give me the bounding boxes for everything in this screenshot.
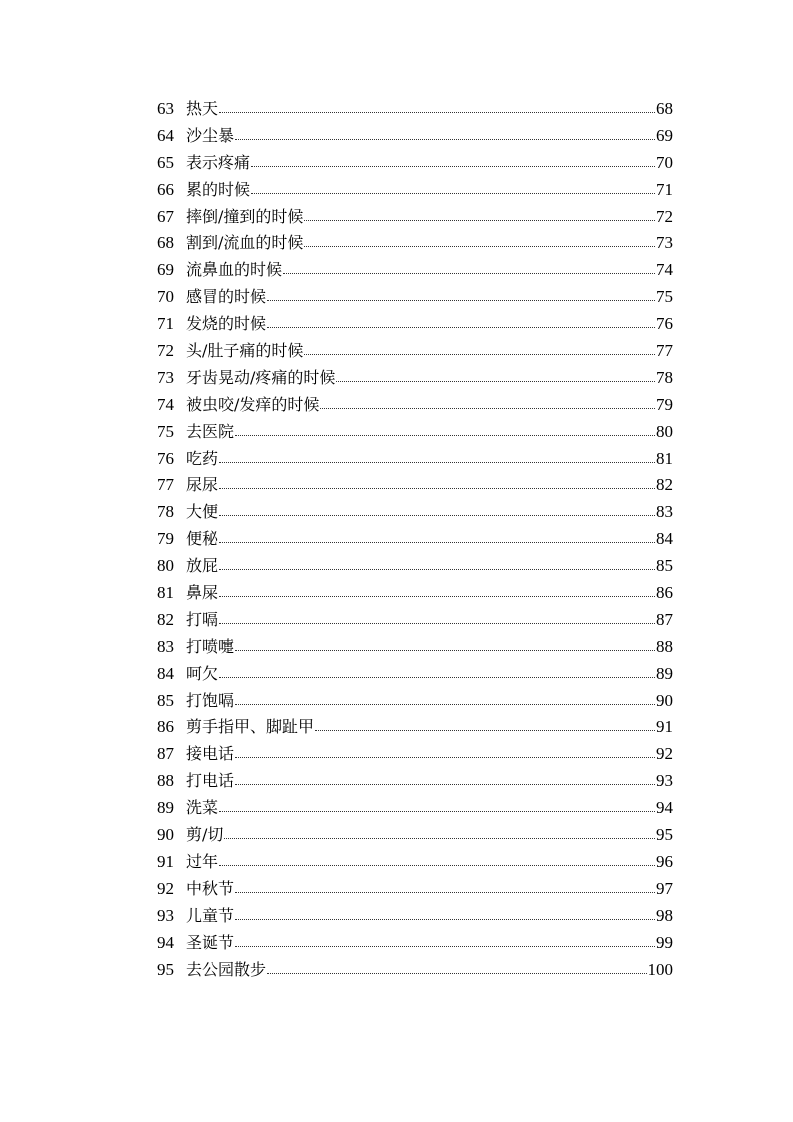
toc-entry-title: 圣诞节 (186, 932, 235, 952)
dot-leader (251, 181, 655, 195)
dot-leader (219, 611, 655, 625)
toc-entry-page-number: 72 (656, 206, 673, 226)
toc-entry-page-number: 93 (656, 771, 673, 791)
toc-entry-page-number: 87 (656, 609, 673, 629)
toc-entry[interactable] (157, 446, 673, 473)
dot-leader (283, 261, 655, 275)
toc-entry[interactable] (157, 607, 673, 634)
toc-entry-title: 感冒的时候 (186, 287, 267, 307)
toc-entry[interactable] (157, 849, 673, 876)
toc-entry-number: 87 (157, 744, 174, 764)
toc-entry-number: 80 (157, 556, 174, 576)
toc-entry-title: 打嗝 (186, 609, 219, 629)
table-of-contents (157, 96, 673, 983)
dot-leader (219, 100, 655, 114)
dot-leader (235, 934, 655, 948)
toc-entry-page-number: 81 (656, 448, 673, 468)
toc-entry-number: 79 (157, 529, 174, 549)
toc-entry-page-number: 95 (656, 825, 673, 845)
toc-entry-page-number: 80 (656, 421, 673, 441)
toc-entry[interactable] (157, 365, 673, 392)
toc-entry[interactable] (157, 661, 673, 688)
dot-leader (219, 503, 655, 517)
toc-entry-page-number: 97 (656, 878, 673, 898)
toc-entry-page-number: 74 (656, 260, 673, 280)
toc-entry-title: 接电话 (186, 744, 235, 764)
toc-entry-page-number: 78 (656, 367, 673, 387)
toc-entry-page-number: 70 (656, 152, 673, 172)
toc-entry-title: 打喷嚏 (186, 636, 235, 656)
dot-leader (219, 476, 655, 490)
dot-leader (219, 799, 655, 813)
dot-leader (336, 369, 655, 383)
toc-entry-number: 69 (157, 260, 174, 280)
toc-entry[interactable] (157, 311, 673, 338)
toc-entry[interactable] (157, 177, 673, 204)
dot-leader (315, 718, 655, 732)
toc-entry-title: 吃药 (186, 448, 219, 468)
toc-entry-title: 头/肚子痛的时候 (186, 341, 304, 361)
toc-entry-title: 剪手指甲、脚趾甲 (186, 717, 315, 737)
toc-entry-number: 84 (157, 663, 174, 683)
toc-entry-page-number: 94 (656, 798, 673, 818)
toc-entry-title: 洗菜 (186, 798, 219, 818)
toc-entry[interactable] (157, 526, 673, 553)
toc-entry-page-number: 86 (656, 583, 673, 603)
toc-entry-title: 发烧的时候 (186, 314, 267, 334)
toc-entry-title: 被虫咬/发痒的时候 (186, 394, 320, 414)
toc-entry-number: 93 (157, 905, 174, 925)
toc-entry-page-number: 89 (656, 663, 673, 683)
dot-leader (219, 530, 655, 544)
toc-entry[interactable] (157, 714, 673, 741)
toc-entry-title: 儿童节 (186, 905, 235, 925)
dot-leader (219, 665, 655, 679)
dot-leader (235, 638, 655, 652)
toc-entry-title: 大便 (186, 502, 219, 522)
toc-entry-number: 91 (157, 851, 174, 871)
toc-entry-number: 92 (157, 878, 174, 898)
toc-entry-page-number: 96 (656, 851, 673, 871)
toc-entry-title: 放屁 (186, 556, 219, 576)
toc-entry-page-number: 71 (656, 179, 673, 199)
toc-entry-number: 81 (157, 583, 174, 603)
dot-leader (219, 853, 655, 867)
dot-leader (219, 557, 655, 571)
toc-entry[interactable] (157, 553, 673, 580)
toc-entry[interactable] (157, 257, 673, 284)
toc-entry-page-number: 77 (656, 341, 673, 361)
toc-entry-number: 77 (157, 475, 174, 495)
toc-entry-number: 67 (157, 206, 174, 226)
toc-entry-number: 94 (157, 932, 174, 952)
toc-entry-page-number: 75 (656, 287, 673, 307)
toc-entry-page-number: 69 (656, 125, 673, 145)
dot-leader (235, 907, 655, 921)
toc-entry-page-number: 91 (656, 717, 673, 737)
toc-entry-number: 83 (157, 636, 174, 656)
toc-entry-title: 打电话 (186, 771, 235, 791)
toc-entry[interactable] (157, 580, 673, 607)
toc-entry-title: 尿尿 (186, 475, 219, 495)
toc-entry-title: 累的时候 (186, 179, 251, 199)
toc-entry-number: 68 (157, 233, 174, 253)
toc-entry-number: 64 (157, 125, 174, 145)
dot-leader (219, 450, 655, 464)
dot-leader (235, 692, 655, 706)
dot-leader (235, 772, 655, 786)
toc-entry-title: 沙尘暴 (186, 125, 235, 145)
toc-entry[interactable] (157, 419, 673, 446)
toc-entry[interactable] (157, 392, 673, 419)
toc-entry[interactable] (157, 230, 673, 257)
toc-entry-title: 牙齿晃动/疼痛的时候 (186, 367, 336, 387)
toc-entry-number: 76 (157, 448, 174, 468)
toc-entry-page-number: 83 (656, 502, 673, 522)
toc-entry-title: 热天 (186, 99, 219, 118)
toc-entry-title: 去公园散步 (186, 959, 267, 979)
toc-entry-page-number: 100 (647, 959, 673, 979)
toc-entry-page-number: 73 (656, 233, 673, 253)
dot-leader (235, 423, 655, 437)
toc-entry[interactable] (157, 472, 673, 499)
toc-entry-page-number: 88 (656, 636, 673, 656)
dot-leader (267, 315, 655, 329)
toc-entry[interactable] (157, 123, 673, 150)
dot-leader (267, 961, 646, 975)
toc-entry-page-number: 85 (656, 556, 673, 576)
toc-entry-title: 便秘 (186, 529, 219, 549)
toc-entry-title: 摔倒/撞到的时候 (186, 206, 304, 226)
toc-entry-number: 66 (157, 179, 174, 199)
toc-entry[interactable] (157, 96, 673, 123)
dot-leader (251, 154, 655, 168)
toc-entry-page-number: 98 (656, 905, 673, 925)
toc-entry[interactable] (157, 338, 673, 365)
toc-entry-page-number: 90 (656, 690, 673, 710)
toc-entry-title: 中秋节 (186, 878, 235, 898)
toc-entry-number: 78 (157, 502, 174, 522)
toc-entry[interactable] (157, 957, 673, 984)
toc-entry-title: 去医院 (186, 421, 235, 441)
dot-leader (304, 234, 655, 248)
toc-entry-number: 85 (157, 690, 174, 710)
toc-entry-number: 75 (157, 421, 174, 441)
toc-entry-number: 86 (157, 717, 174, 737)
toc-entry-number: 82 (157, 609, 174, 629)
toc-entry-title: 鼻屎 (186, 583, 219, 603)
toc-entry-page-number: 82 (656, 475, 673, 495)
dot-leader (320, 396, 655, 410)
toc-entry[interactable] (157, 930, 673, 957)
toc-entry[interactable] (157, 499, 673, 526)
toc-entry[interactable] (157, 688, 673, 715)
toc-entry-page-number: 99 (656, 932, 673, 952)
toc-entry-title: 表示疼痛 (186, 152, 251, 172)
dot-leader (267, 288, 655, 302)
dot-leader (235, 127, 655, 141)
toc-entry-title: 剪/切 (186, 825, 224, 845)
toc-entry-title: 打饱嗝 (186, 690, 235, 710)
toc-entry-number: 74 (157, 394, 174, 414)
toc-entry[interactable] (157, 634, 673, 661)
dot-leader (235, 745, 655, 759)
toc-entry-number: 89 (157, 798, 174, 818)
toc-entry-title: 流鼻血的时候 (186, 260, 283, 280)
toc-entry[interactable] (157, 204, 673, 231)
toc-entry-number: 71 (157, 314, 174, 334)
dot-leader (235, 880, 655, 894)
toc-entry[interactable] (157, 903, 673, 930)
toc-entry-page-number: 84 (656, 529, 673, 549)
toc-entry-page-number: 76 (656, 314, 673, 334)
toc-entry[interactable] (157, 768, 673, 795)
toc-entry-title: 呵欠 (186, 663, 219, 683)
toc-entry-number: 88 (157, 771, 174, 791)
toc-entry[interactable] (157, 284, 673, 311)
dot-leader (219, 584, 655, 598)
dot-leader (304, 208, 655, 222)
toc-entry[interactable] (157, 876, 673, 903)
toc-entry-number: 70 (157, 287, 174, 307)
toc-entry-title: 割到/流血的时候 (186, 233, 304, 253)
toc-entry-title: 过年 (186, 851, 219, 871)
toc-entry-page-number: 79 (656, 394, 673, 414)
toc-entry-number: 65 (157, 152, 174, 172)
toc-entry[interactable] (157, 741, 673, 768)
toc-entry-number: 72 (157, 341, 174, 361)
toc-entry-page-number: 68 (656, 99, 673, 118)
toc-entry[interactable] (157, 150, 673, 177)
dot-leader (304, 342, 655, 356)
toc-entry-number: 90 (157, 825, 174, 845)
toc-entry-page-number: 92 (656, 744, 673, 764)
toc-entry-number: 63 (157, 99, 174, 118)
toc-entry-number: 73 (157, 367, 174, 387)
dot-leader (224, 826, 655, 840)
toc-entry-number: 95 (157, 959, 174, 979)
toc-entry[interactable] (157, 822, 673, 849)
toc-entry[interactable] (157, 795, 673, 822)
